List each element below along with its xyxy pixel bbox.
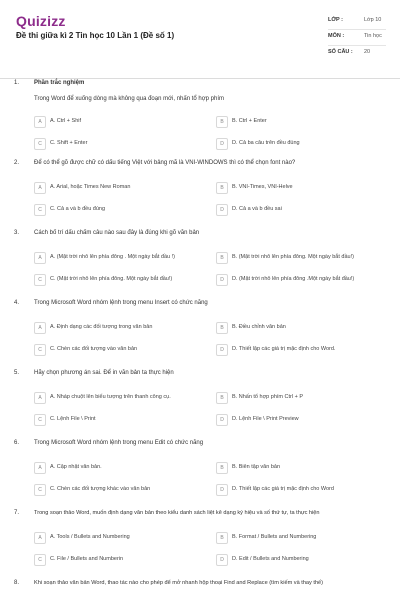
option-letter: C: [34, 554, 46, 566]
option-text: D. Thiết lập các giá trị mặc định cho Word.: [232, 346, 336, 352]
meta-row-class: [328, 14, 386, 30]
option-letter: D: [216, 414, 228, 426]
option-text: C. Cả a và b đều đúng: [50, 206, 106, 212]
question-list: [0, 80, 400, 600]
option-letter: B: [216, 532, 228, 544]
option-letter: C: [34, 414, 46, 426]
option-letter: C: [34, 138, 46, 150]
option-text: A. Cập nhật văn bản.: [50, 464, 102, 470]
question-text: Trong Microsoft Word nhóm lệnh trong menu Edit có chức năng: [34, 440, 204, 446]
option-text: D. Cả ba câu trên đều đúng: [232, 140, 300, 146]
option-letter: B: [216, 462, 228, 474]
document-header: [0, 0, 400, 78]
option-letter: A: [34, 392, 46, 404]
question-number: 6.: [14, 440, 20, 446]
option-text: B. Nhấn tổ hợp phím Ctrl + P: [232, 394, 304, 400]
option-text: B. (Mặt trời nhô lên phía đông. Một ngày bắt đầu!): [232, 254, 354, 260]
question-number: 5.: [14, 370, 20, 376]
option-text: D. Thiết lập các giá trị mặc định cho Word: [232, 486, 334, 492]
option-text: C. (Mặt trời nhô lên phía đông. Một ngày bắt đầu!): [50, 276, 173, 282]
option-letter: B: [216, 322, 228, 334]
question-number: 2.: [14, 160, 20, 166]
question: [0, 300, 400, 370]
option-letter: D: [216, 484, 228, 496]
option-letter: C: [34, 344, 46, 356]
meta-value: Lớp 10: [364, 17, 382, 23]
option-text: B. VNI-Times, VNI-Helve: [232, 184, 293, 190]
question: [0, 230, 400, 300]
option-text: B. Điều chỉnh văn bản: [232, 324, 286, 330]
question: [0, 580, 400, 600]
option-letter: A: [34, 322, 46, 334]
option-text: D. Cả a và b đều sai: [232, 206, 282, 212]
option-letter: A: [34, 182, 46, 194]
option-letter: D: [216, 344, 228, 356]
option-text: A. Ctrl + Shif: [50, 118, 82, 124]
option-text: C. Lệnh File \ Print: [50, 416, 96, 422]
option-letter: D: [216, 274, 228, 286]
option-text: A. Tools / Bullets and Numbering: [50, 534, 130, 540]
option-text: D. Lệnh File \ Print Preview: [232, 416, 299, 422]
option-letter: B: [216, 252, 228, 264]
question-text: Trong soạn thảo Word, muốn định dạng văn bản theo kiểu danh sách liệt kê dạng ký hiệu và số thứ tự, ta thực hiện: [34, 510, 320, 516]
question-text: Khi soạn thảo văn bản Word, thao tác nào cho phép để mở nhanh hộp thoại Find and Replace (tìm kiếm và thay thế): [34, 580, 324, 586]
meta-label: MÔN :: [328, 33, 345, 39]
option-text: C. File / Bullets and Numberin: [50, 556, 124, 562]
question: [0, 160, 400, 230]
question: [0, 370, 400, 440]
question-text: Để có thể gõ được chữ có dấu tiếng Việt với bảng mã là VNI-WINDOWS thì có thể chọn font nào?: [34, 160, 296, 166]
option-letter: C: [34, 204, 46, 216]
option-letter: D: [216, 554, 228, 566]
option-text: C. Chèn các đối tượng khác vào văn bản: [50, 486, 151, 492]
meta-value: 20: [364, 49, 371, 55]
quizizz-logo: Quizizz: [16, 13, 66, 29]
option-text: B. Biên tập văn bản: [232, 464, 281, 470]
option-text: A. Nháp chuột lên biểu tượng trên thanh công cụ.: [50, 394, 171, 400]
option-text: D. Edit / Bullets and Numbering: [232, 556, 309, 562]
question: [0, 510, 400, 580]
question-text: Trong Word để xuống dòng mà không qua đoạn mới, nhấn tổ hợp phím: [34, 96, 224, 102]
option-text: D. (Mặt trời nhô lên phía đông .Một ngày bắt đầu!): [232, 276, 355, 282]
option-text: C. Shift + Enter: [50, 140, 88, 146]
option-letter: D: [216, 204, 228, 216]
meta-table: [328, 14, 386, 61]
question-number: 4.: [14, 300, 20, 306]
question: [0, 440, 400, 510]
option-text: B. Ctrl + Enter: [232, 118, 267, 124]
option-letter: C: [34, 484, 46, 496]
option-text: B. Format / Bullets and Numbering: [232, 534, 317, 540]
option-letter: B: [216, 182, 228, 194]
question-text: Hãy chọn phương án sai. Để in văn bản ta thực hiện: [34, 370, 174, 376]
question-text: Trong Microsoft Word nhóm lệnh trong menu Insert có chức năng: [34, 300, 208, 306]
option-text: C. Chèn các đối tượng vào văn bản: [50, 346, 138, 352]
option-letter: A: [34, 116, 46, 128]
meta-label: SỐ CÂU :: [328, 49, 353, 55]
option-letter: A: [34, 462, 46, 474]
option-letter: D: [216, 138, 228, 150]
question-number: 7.: [14, 510, 20, 516]
meta-row-count: [328, 46, 386, 61]
question-number: 8.: [14, 580, 20, 586]
option-text: A. Arial, hoặc Times New Roman: [50, 184, 131, 190]
option-text: A. Định dạng các đối tượng trong văn bản: [50, 324, 153, 330]
header-divider: [0, 78, 400, 79]
question-text: Cách bố trí dấu chấm câu nào sau đây là đúng khi gõ văn bản: [34, 230, 200, 236]
document-title: Đề thi giữa kì 2 Tin học 10 Lần 1 (Đề số 1): [16, 31, 175, 40]
meta-row-subject: [328, 30, 386, 46]
option-letter: B: [216, 116, 228, 128]
question-section-heading: Phần trắc nghiệm: [34, 80, 85, 86]
question-number: 3.: [14, 230, 20, 236]
question-number: 1.: [14, 80, 20, 86]
meta-label: LỚP :: [328, 17, 343, 23]
option-text: A. (Mặt trời nhô lên phía đông . Một ngày bắt đầu !): [50, 254, 175, 260]
option-letter: B: [216, 392, 228, 404]
option-letter: C: [34, 274, 46, 286]
option-letter: A: [34, 532, 46, 544]
option-letter: A: [34, 252, 46, 264]
question: [0, 80, 400, 160]
meta-value: Tin học: [364, 33, 382, 39]
